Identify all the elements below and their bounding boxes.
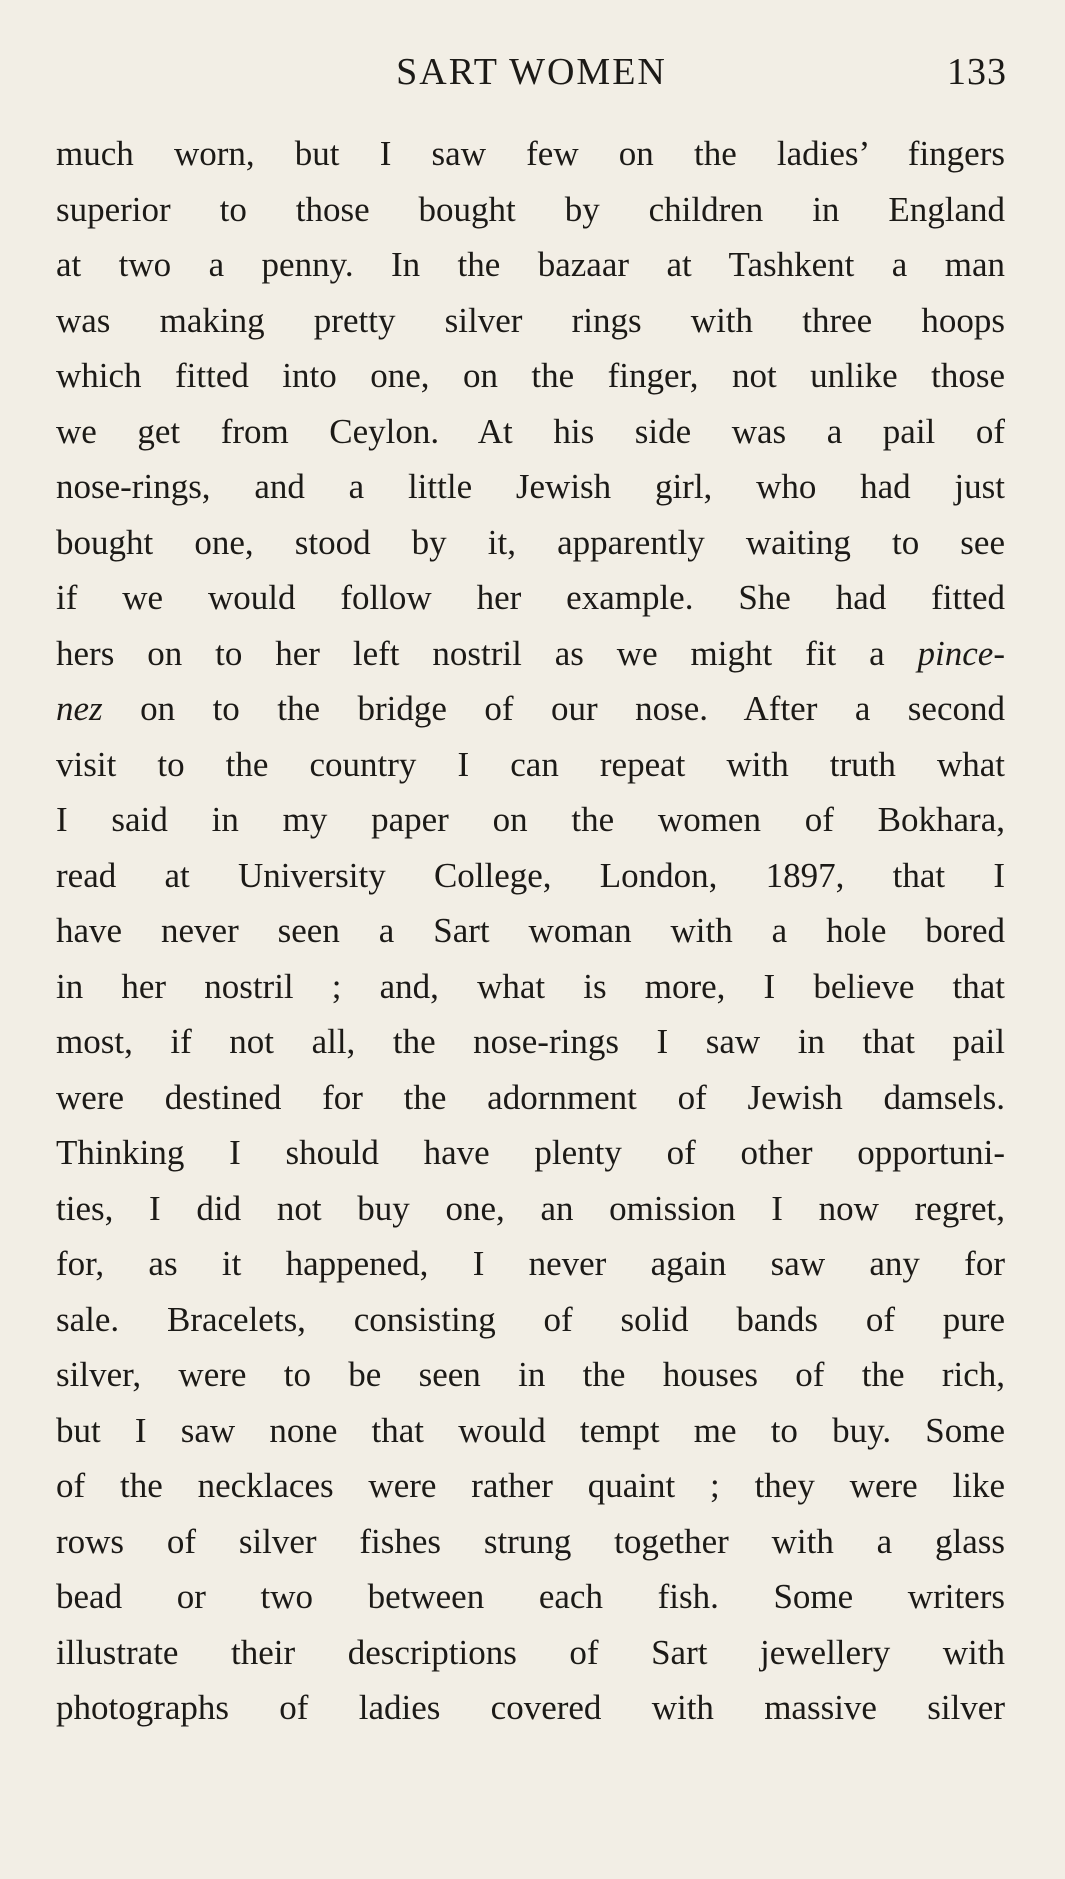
- text-line: nose-rings, and a little Jewish girl, who had just: [56, 467, 1005, 506]
- text-line: we get from Ceylon. At his side was a pail of: [56, 411, 1005, 451]
- text-line: read at University College, London, 1897, that I: [56, 855, 1005, 895]
- text-line: rows of silver fishes strung together with a glass: [56, 1521, 1005, 1561]
- text-line-with-italic: [56, 626, 1005, 682]
- text-line-with-italic: [56, 681, 1005, 737]
- text-line: Thinking I should have plenty of other opportuni-: [56, 1133, 1005, 1172]
- text-line: bought one, stood by it, apparently waiting to see: [56, 522, 1005, 562]
- text-line: if we would follow her example. She had fitted: [56, 578, 1005, 617]
- line-text: on to the bridge of our nose. After a second: [140, 689, 1005, 728]
- text-line: silver, were to be seen in the houses of the rich,: [56, 1355, 1005, 1394]
- text-line: at two a penny. In the bazaar at Tashkent a man: [56, 245, 1005, 284]
- text-line: have never seen a Sart woman with a hole bored: [56, 911, 1005, 950]
- text-line: sale. Bracelets, consisting of solid bands of pure: [56, 1299, 1005, 1339]
- running-head: [56, 44, 1007, 100]
- italic-term: pince-: [917, 633, 1005, 673]
- text-line: in her nostril ; and, what is more, I believe that: [56, 966, 1005, 1006]
- text-line: bead or two between each fish. Some writers: [56, 1577, 1005, 1616]
- text-line: for, as it happened, I never again saw any for: [56, 1244, 1005, 1283]
- body-text: [56, 126, 1005, 1736]
- running-title: SART WOMEN: [396, 51, 667, 93]
- text-line: illustrate their descriptions of Sart jewellery with: [56, 1632, 1005, 1672]
- text-line: photographs of ladies covered with massive silver: [56, 1688, 1005, 1727]
- text-line: superior to those bought by children in England: [56, 189, 1005, 229]
- line-text: hers on to her left nostril as we might fit a: [56, 633, 885, 673]
- text-line: which fitted into one, on the finger, not unlike those: [56, 356, 1005, 395]
- text-line: was making pretty silver rings with three hoops: [56, 300, 1005, 340]
- text-line: ties, I did not buy one, an omission I now regret,: [56, 1188, 1005, 1228]
- text-line: were destined for the adornment of Jewish damsels.: [56, 1077, 1005, 1117]
- text-line: but I saw none that would tempt me to buy. Some: [56, 1410, 1005, 1450]
- text-line: much worn, but I saw few on the ladies’ fingers: [56, 134, 1005, 173]
- text-line: most, if not all, the nose-rings I saw in that pail: [56, 1022, 1005, 1061]
- italic-term: nez: [56, 689, 103, 728]
- text-line: I said in my paper on the women of Bokhara,: [56, 800, 1005, 839]
- text-line: of the necklaces were rather quaint ; they were like: [56, 1466, 1005, 1505]
- text-line: visit to the country I can repeat with truth what: [56, 744, 1005, 784]
- page-number: 133: [947, 51, 1007, 93]
